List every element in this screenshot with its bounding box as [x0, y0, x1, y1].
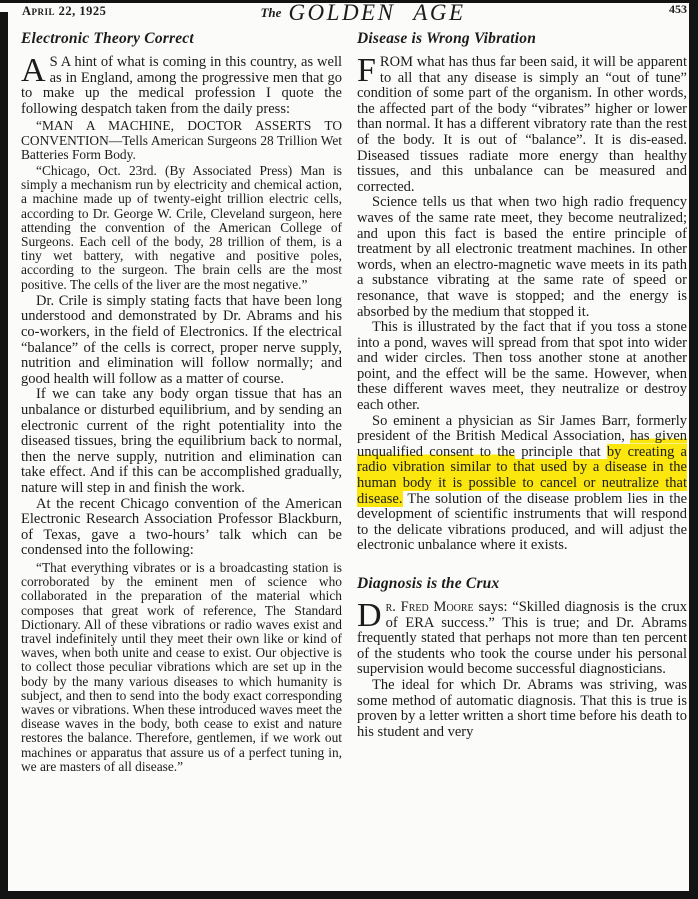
dropcap-d: D	[357, 597, 382, 634]
page-number: 453	[669, 2, 687, 16]
dropcap-f: F	[357, 52, 376, 89]
despatch-headline: “MAN A MACHINE, DOCTOR ASSERTS TO CONVENTION—Tells American Surgeons 28 Trillion Wet Batteries Form Body.	[21, 118, 342, 162]
section-heading-disease-vibration: Disease is Wrong Vibration	[357, 30, 537, 47]
fred-moore-name: r. Fred Moore	[385, 599, 474, 615]
paragraph-sir-james-barr	[357, 414, 687, 554]
paragraph-science: Science tells us that when two high radio frequency waves of the same rate meet, they become neutralized; and upon this fact is based the entire principle of treatment by all electronic treatment machines. In other words, when an electro-magnetic wave meets in its path a substance vibrating at the same rate of speed or resonance, that wave is stopped; and the energy is absorbed by the medium that stopped it.	[357, 194, 687, 320]
dropcap-a: A	[21, 52, 46, 89]
blackburn-quote: “That everything vibrates or is a broadcasting station is corroborated by the eminent men of science who collaborated in the preparation of the material which composes that great work of reference, The Standard Dictionary. All of these vibrations or radio waves exist and travel indefinitely until they meet their own like or kind of waves, when both unite and cease to exist. Our objective is to collect those peculiar vibrations which are set up in the body by the many various diseases to which humanity is subject, and then to send into the body exact corresponding waves or vibrations. When these introduced waves meet the disease waves in the body, both cease to exist and nature restores the balance. Therefore, gentlemen, if we work out machines or apparatus that assure us of a perfect tuning in, we are masters of all disease.”	[21, 559, 342, 774]
paragraph-crile: Dr. Crile is simply stating facts that have been long understood and demonstrated by Dr. Abrams and his co-workers, in the field of Electronics. If the electrical “balance” of the cells is correct, proper nerve supply, nutrition and elimination will follow normally; and good health will follow as a matter of course.	[21, 292, 342, 387]
section-heading-electronic-theory: Electronic Theory Correct	[21, 30, 194, 47]
barr-text-underlined: has given unqualified consent to the	[357, 428, 688, 460]
scan-edge-left	[0, 12, 8, 899]
paragraph-organ-tissue: If we can take any body organ tissue that has an unbalance or disturbed equilibrium, and by sending an electronic current of the right potentiality into the diseased tissues, bring the equilibrium back to normal, then the nerve supply, nutrition and elimination can take effect. And if this can be accomplished gradually, nature will step in and finish the work.	[21, 386, 342, 496]
paragraph-fred-moore	[357, 597, 687, 678]
paragraph-from-what	[357, 52, 687, 195]
paragraph-from-what-text: ROM what has thus far been said, it will be apparent to all that any disease is simply an “out of tune” condition of some part of the organism. In other words, the affected part of the body “vibrates” higher or lower than normal. It has a different vibratory rate than the rest of the body. It is out of “balance”. It is dis-eased. Diseased tissues radiate more energy than healthy tissues, and this unbalance can be measured and corrected.	[357, 54, 687, 195]
barr-text-mid: principle that	[514, 443, 607, 460]
masthead-the: The	[260, 5, 282, 20]
highlighted-passage: by creating a radio vibration similar to that used by a disease in the human body it is possible to cancel or neutralize that disease.	[357, 443, 687, 507]
paragraph-stone-pond: This is illustrated by the fact that if you toss a stone into a pond, waves will spread from that spot into wider and wider circles. Then toss another stone at another point, and the effect will be the same. However, when these different waves meet, they neutralize or destroy each other.	[357, 319, 687, 414]
right-column	[357, 30, 687, 740]
paragraph-intro-text: S A hint of what is coming in this country, as well as in England, among the progressive men that go to make up the medical profession I quote the following despatch taken from the daily press:	[21, 54, 342, 117]
barr-text-post: The solution of the disease problem lies in the development of scientific instruments that will respond to the delicate vibrations produced, and will adjust the electronic unbalance where it exists.	[357, 490, 687, 554]
scan-edge-right	[689, 0, 698, 899]
masthead-title: GOLDEN AGE	[288, 0, 466, 25]
paragraph-convention: At the recent Chicago convention of the American Electronic Research Association Professor Blackburn, of Texas, gave a two-hours’ talk which can be condensed into the following:	[21, 495, 342, 559]
paragraph-fred-moore-text: says: “Skilled diagnosis is the crux of ERA success.” This is true; and Dr. Abrams frequently stated that perhaps not more than ten percent of the students who took the course under his personal supervision would become successful diagnosticians.	[357, 599, 687, 678]
paragraph-intro	[21, 52, 342, 117]
section-heading-diagnosis-crux: Diagnosis is the Crux	[357, 575, 500, 592]
scan-edge-bottom	[0, 891, 698, 899]
left-column	[21, 30, 342, 776]
barr-text-pre: So eminent a physician as Sir James Barr, formerly president of the British Medical Association,	[357, 412, 687, 445]
masthead	[14, 0, 698, 26]
despatch-body: “Chicago, Oct. 23rd. (By Associated Press) Man is simply a mechanism run by electricity and chemical action, a machine made up of twenty-eight trillion electric cells, according to Dr. George W. Crile, Cleveland surgeon, here attending the convention of the American College of Surgeons. Each cell of the body, 28 trillion of them, is a tiny wet battery, with negative and positive poles, according to the surgeon. The brain cells are the most positive. The cells of the liver are the most negative.”	[21, 162, 342, 292]
issue-date: April 22, 1925	[22, 4, 107, 18]
paragraph-ideal: The ideal for which Dr. Abrams was striving, was some method of automatic diagnosis. That this is true is proven by a letter written a short time before his death to his student and very	[357, 676, 687, 740]
